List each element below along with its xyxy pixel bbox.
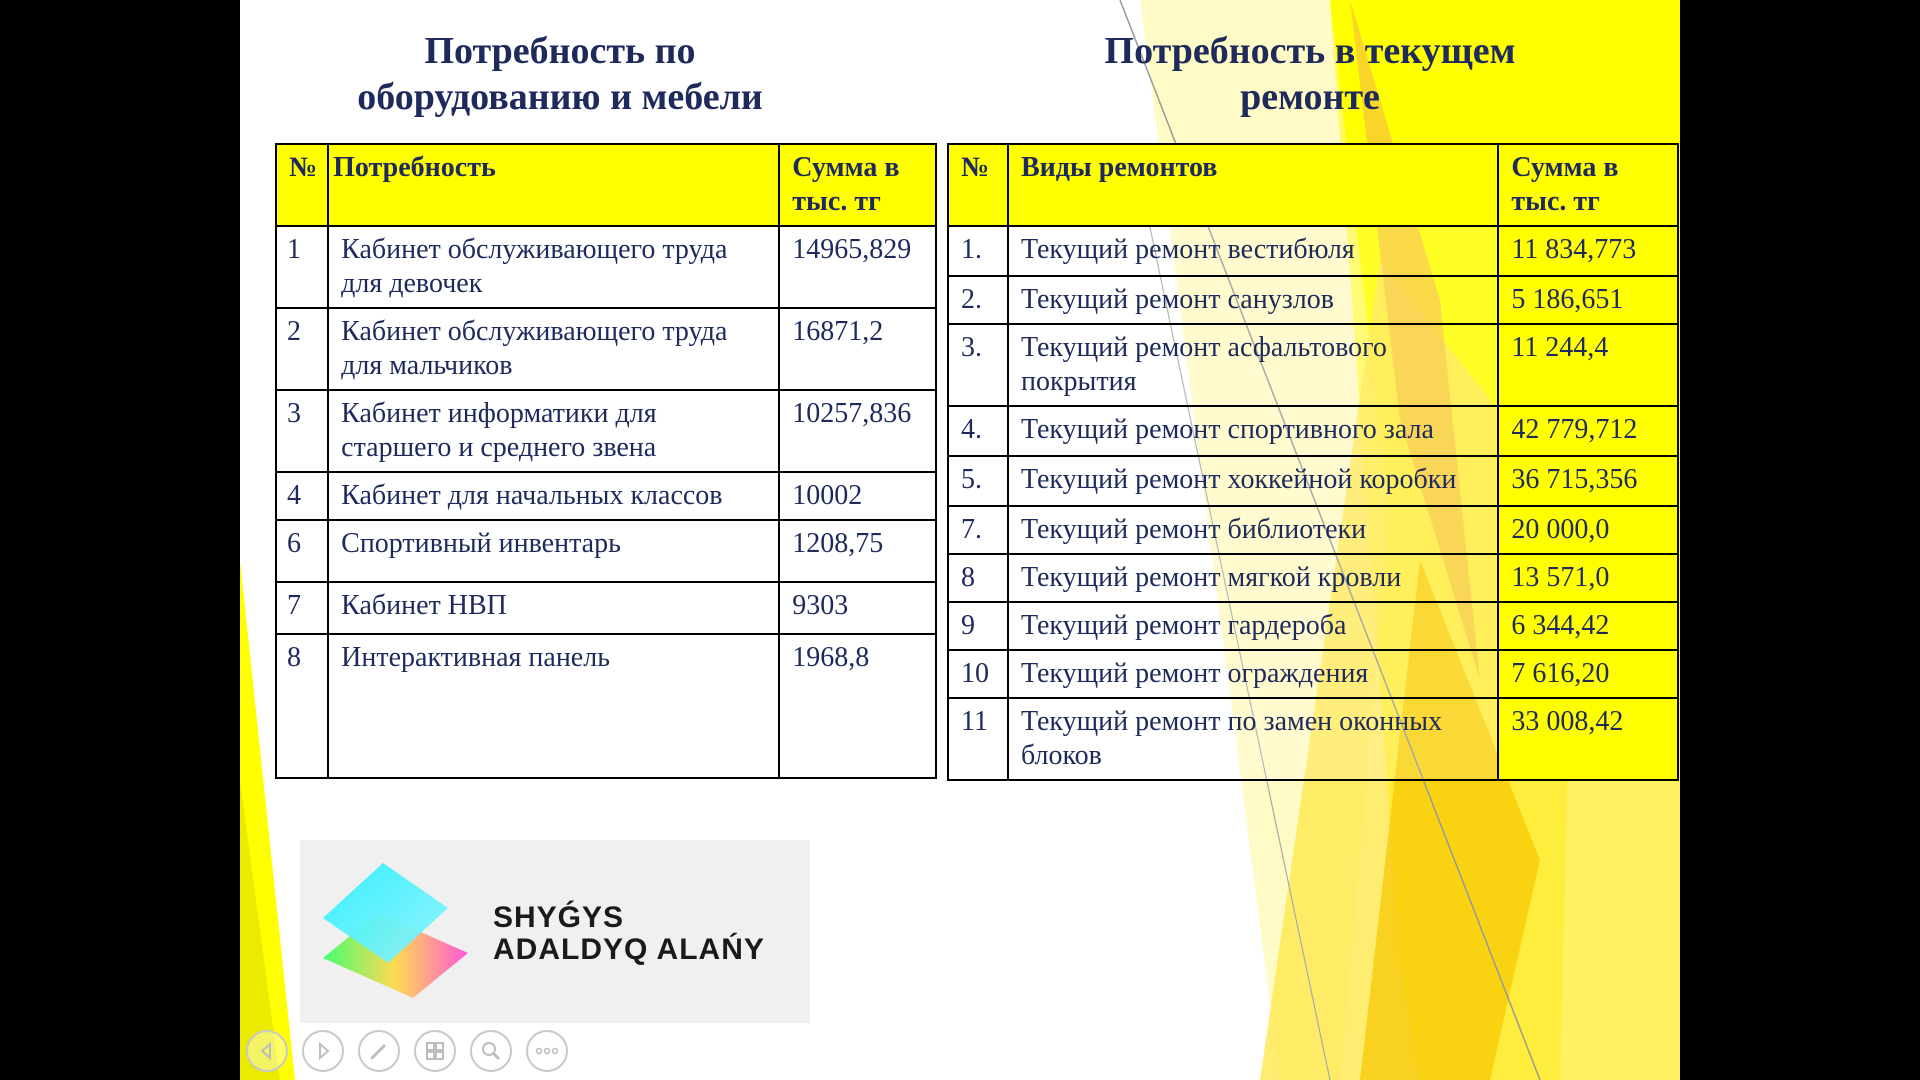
slide bbox=[240, 0, 1680, 1080]
row-number: 3. bbox=[948, 324, 1008, 406]
row-number: 4. bbox=[948, 406, 1008, 456]
header-sum: Сумма в тыс. тг bbox=[779, 144, 936, 226]
row-sum: 5 186,651 bbox=[1498, 276, 1678, 324]
row-need: Кабинет обслуживающего труда для мальчиков bbox=[328, 308, 779, 390]
logo bbox=[300, 840, 810, 1023]
row-sum: 10257,836 bbox=[779, 390, 936, 472]
table-row bbox=[276, 634, 936, 778]
row-sum: 33 008,42 bbox=[1498, 698, 1678, 780]
previous-icon[interactable] bbox=[246, 1030, 288, 1072]
row-need: Кабинет для начальных классов bbox=[328, 472, 779, 520]
row-repair-kind: Текущий ремонт спортивного зала bbox=[1008, 406, 1498, 456]
row-sum: 7 616,20 bbox=[1498, 650, 1678, 698]
table-row bbox=[948, 226, 1678, 276]
table-row bbox=[276, 226, 936, 308]
row-number: 1. bbox=[948, 226, 1008, 276]
zoom-icon[interactable] bbox=[470, 1030, 512, 1072]
header-kind: Виды ремонтов bbox=[1008, 144, 1498, 226]
row-sum: 20 000,0 bbox=[1498, 506, 1678, 554]
equipment-needs-table bbox=[275, 143, 937, 779]
row-sum: 42 779,712 bbox=[1498, 406, 1678, 456]
row-number: 8 bbox=[276, 634, 328, 778]
table-row bbox=[948, 650, 1678, 698]
row-number: 2. bbox=[948, 276, 1008, 324]
row-number: 2 bbox=[276, 308, 328, 390]
table-row bbox=[948, 506, 1678, 554]
row-sum: 14965,829 bbox=[779, 226, 936, 308]
slides-grid-icon[interactable] bbox=[414, 1030, 456, 1072]
row-number: 9 bbox=[948, 602, 1008, 650]
row-need: Интерактивная панель bbox=[328, 634, 779, 778]
row-repair-kind: Текущий ремонт ограждения bbox=[1008, 650, 1498, 698]
row-repair-kind: Текущий ремонт мягкой кровли bbox=[1008, 554, 1498, 602]
row-number: 7. bbox=[948, 506, 1008, 554]
table-row bbox=[276, 582, 936, 634]
logo-text: SHYǴYS ADALDYQ ALAŃY bbox=[493, 901, 765, 966]
table-row bbox=[948, 276, 1678, 324]
row-repair-kind: Текущий ремонт гардероба bbox=[1008, 602, 1498, 650]
row-sum: 11 244,4 bbox=[1498, 324, 1678, 406]
table-header-row bbox=[276, 144, 936, 226]
row-number: 5. bbox=[948, 456, 1008, 506]
row-sum: 10002 bbox=[779, 472, 936, 520]
repair-needs-title: Потребность в текущем ремонте bbox=[1104, 30, 1516, 118]
table-row bbox=[276, 520, 936, 582]
row-repair-kind: Текущий ремонт вестибюля bbox=[1008, 226, 1498, 276]
row-repair-kind: Текущий ремонт санузлов bbox=[1008, 276, 1498, 324]
row-sum: 6 344,42 bbox=[1498, 602, 1678, 650]
row-number: 7 bbox=[276, 582, 328, 634]
table-row bbox=[276, 472, 936, 520]
table-row bbox=[948, 698, 1678, 780]
row-sum: 36 715,356 bbox=[1498, 456, 1678, 506]
table-row bbox=[948, 602, 1678, 650]
row-repair-kind: Текущий ремонт по замен оконных блоков bbox=[1008, 698, 1498, 780]
header-num: № bbox=[276, 144, 328, 226]
row-sum: 1968,8 bbox=[779, 634, 936, 778]
row-need: Спортивный инвентарь bbox=[328, 520, 779, 582]
row-sum: 9303 bbox=[779, 582, 936, 634]
table-row bbox=[948, 324, 1678, 406]
table-row bbox=[276, 308, 936, 390]
header-need: Потребность bbox=[328, 144, 779, 226]
presentation-nav bbox=[246, 1030, 568, 1074]
row-number: 3 bbox=[276, 390, 328, 472]
equipment-needs-title: Потребность по оборудованию и мебели bbox=[357, 30, 763, 118]
table-row bbox=[948, 406, 1678, 456]
row-sum: 1208,75 bbox=[779, 520, 936, 582]
row-need: Кабинет обслуживающего труда для девочек bbox=[328, 226, 779, 308]
row-repair-kind: Текущий ремонт хоккейной коробки bbox=[1008, 456, 1498, 506]
table-header-row bbox=[948, 144, 1678, 226]
pen-icon[interactable] bbox=[358, 1030, 400, 1072]
table-row bbox=[948, 554, 1678, 602]
table-row bbox=[948, 456, 1678, 506]
header-num: № bbox=[948, 144, 1008, 226]
row-sum: 13 571,0 bbox=[1498, 554, 1678, 602]
more-icon[interactable] bbox=[526, 1030, 568, 1072]
next-icon[interactable] bbox=[302, 1030, 344, 1072]
table-row bbox=[276, 390, 936, 472]
logo-mark-icon bbox=[318, 858, 478, 1008]
row-number: 1 bbox=[276, 226, 328, 308]
repair-needs-table bbox=[947, 143, 1679, 781]
header-sum: Сумма в тыс. тг bbox=[1498, 144, 1678, 226]
row-number: 10 bbox=[948, 650, 1008, 698]
row-sum: 16871,2 bbox=[779, 308, 936, 390]
row-number: 6 bbox=[276, 520, 328, 582]
row-number: 8 bbox=[948, 554, 1008, 602]
row-repair-kind: Текущий ремонт библиотеки bbox=[1008, 506, 1498, 554]
row-need: Кабинет информатики для старшего и среднего звена bbox=[328, 390, 779, 472]
row-number: 4 bbox=[276, 472, 328, 520]
row-need: Кабинет НВП bbox=[328, 582, 779, 634]
row-sum: 11 834,773 bbox=[1498, 226, 1678, 276]
row-repair-kind: Текущий ремонт асфальтового покрытия bbox=[1008, 324, 1498, 406]
row-number: 11 bbox=[948, 698, 1008, 780]
